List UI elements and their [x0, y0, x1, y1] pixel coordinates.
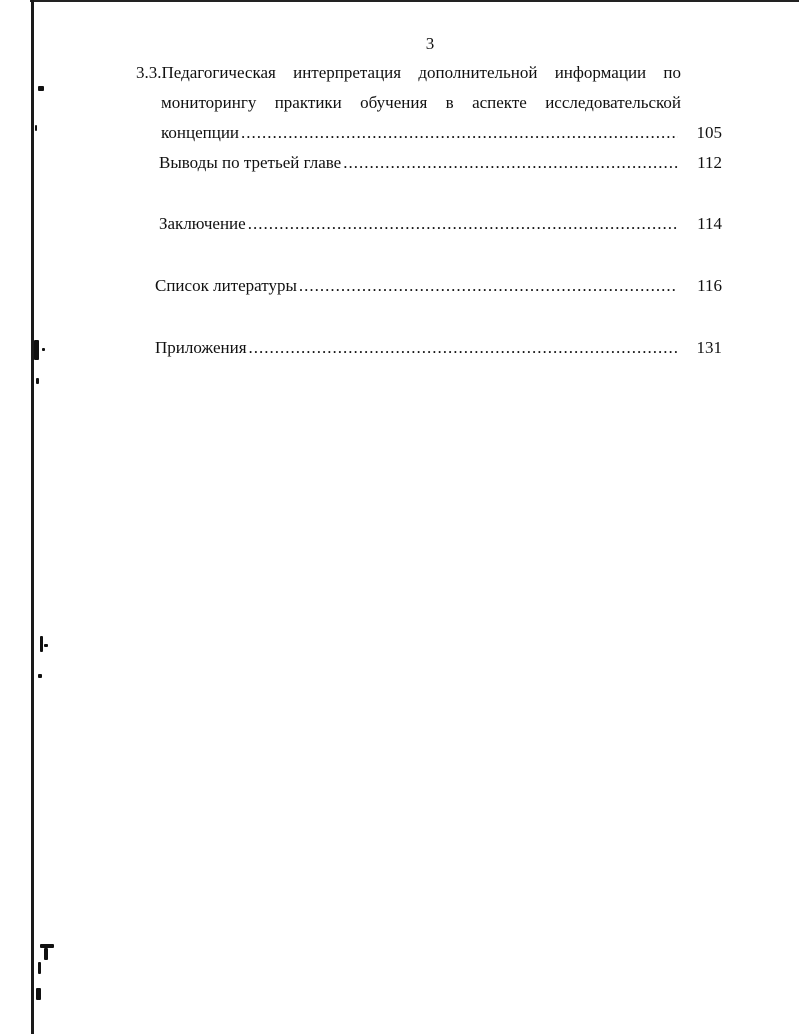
scan-speck [38, 86, 44, 91]
toc-entry-title: Заключение [159, 214, 246, 233]
toc-entry-line [159, 209, 722, 239]
scan-left-border [31, 0, 34, 1034]
toc-page-ref: 112 [697, 153, 722, 172]
toc-entry-line [159, 148, 722, 178]
toc-entry-3-3 [136, 58, 722, 148]
scan-speck [40, 636, 43, 652]
scan-speck [36, 988, 41, 1000]
scan-speck [35, 125, 37, 131]
toc-entry-title: Приложения [155, 338, 247, 357]
toc-entry-line: 3.3.Педагогическая интерпретация дополнительной информации по [136, 63, 681, 82]
toc-entry-title: Выводы по третьей главе [159, 153, 342, 172]
toc-dot-leader [247, 333, 678, 363]
toc-page-ref: 131 [696, 338, 722, 357]
toc-entry-line [155, 271, 722, 301]
toc-entry-conclusion [159, 209, 722, 239]
toc-entry-title: концепции [161, 123, 240, 142]
scan-speck [44, 948, 48, 960]
toc-page-ref: 114 [697, 214, 722, 233]
toc-entry-references [155, 271, 722, 301]
scan-speck [34, 340, 39, 360]
toc-entry-last-line [161, 118, 722, 148]
toc-entry-line [155, 333, 722, 363]
toc-entry-chapter3-conclusions [159, 148, 722, 178]
toc-entry-appendices [155, 333, 722, 363]
page-number: 3 [425, 34, 435, 53]
scan-top-border [30, 0, 799, 2]
scan-speck [38, 674, 42, 678]
toc-dot-leader [297, 271, 678, 301]
toc-entry-title: Список литературы [155, 276, 297, 295]
scan-speck [38, 962, 41, 974]
scan-speck [36, 378, 39, 384]
toc-page-ref: 116 [697, 276, 722, 295]
toc-dot-leader [341, 148, 678, 178]
toc-dot-leader [239, 118, 678, 148]
toc-entry-line: мониторингу практики обучения в аспекте исследовательской [161, 93, 681, 112]
toc-page-ref: 105 [696, 123, 722, 142]
scan-speck [44, 644, 48, 647]
toc-dot-leader [246, 209, 678, 239]
scan-speck [42, 348, 45, 351]
